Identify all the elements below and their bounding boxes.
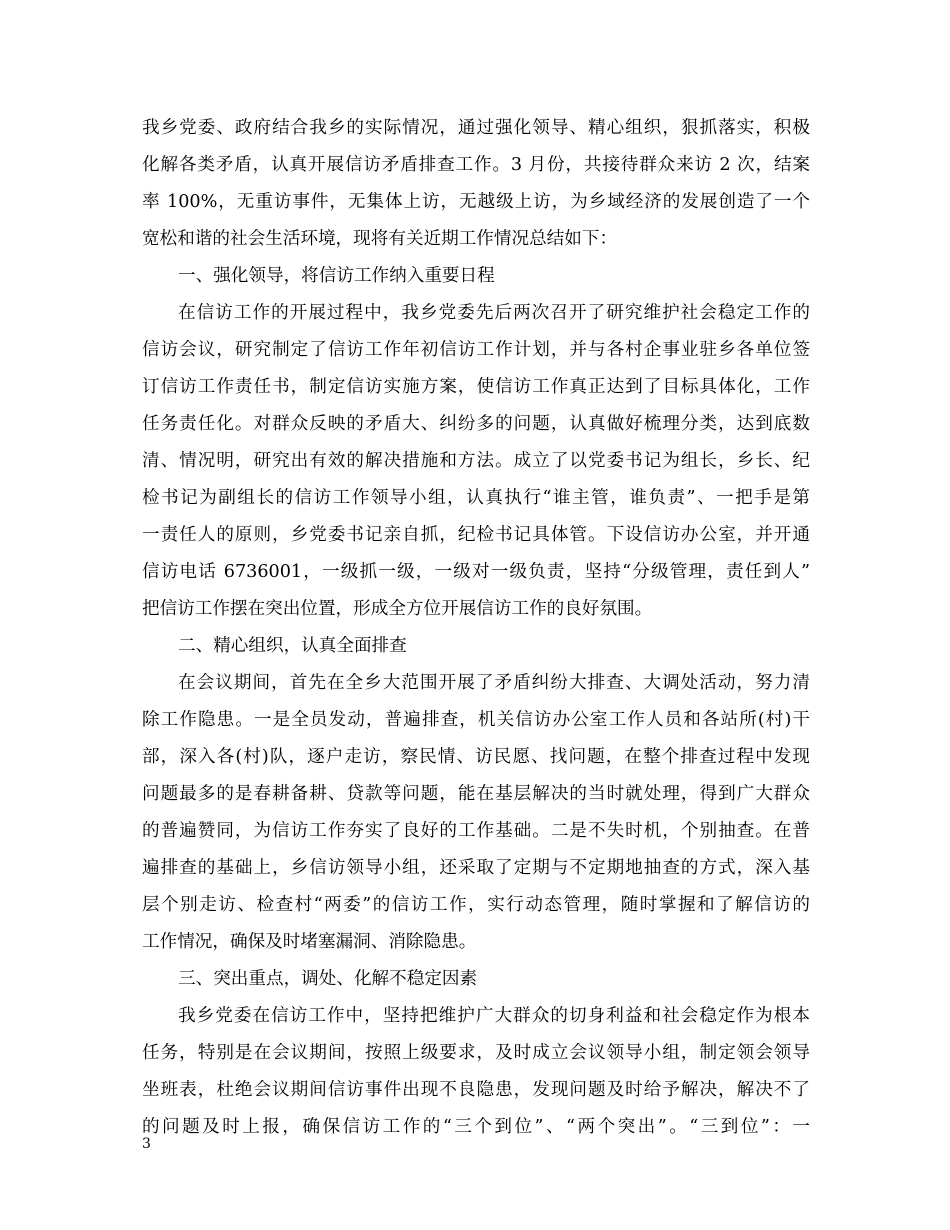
paragraph-line: 清、情况明，研究出有效的解决措施和方法。成立了以党委书记为组长，乡长、纪 [142,451,810,471]
paragraph-line: 一责任人的原则，乡党委书记亲自抓，纪检书记具体管。下设信访办公室，并开通 [142,525,810,545]
paragraph-line: 信访电话 6736001，一级抓一级，一级对一级负责，坚持“分级管理，责任到人” [142,562,810,582]
paragraph-line: 坐班表，杜绝会议期间信访事件出现不良隐患，发现问题及时给予解决，解决不了 [142,1080,810,1100]
paragraph-line: 检书记为副组长的信访工作领导小组，认真执行“谁主管，谁负责”、一把手是第 [142,488,810,508]
paragraph-line: 部，深入各(村)队，逐户走访，察民情、访民愿、找问题，在整个排查过程中发现 [142,747,810,767]
paragraph-line: 的问题及时上报，确保信访工作的“三个到位”、“两个突出”。“三到位”：一 [142,1117,810,1137]
page-number: 3 [142,1136,151,1152]
paragraph-line: 信访会议，研究制定了信访工作年初信访工作计划，并与各村企事业驻乡各单位签 [142,340,810,360]
paragraph-line: 在信访工作的开展过程中，我乡党委先后两次召开了研究维护社会稳定工作的 [178,303,810,323]
paragraph-line: 层个别走访、检查村“两委”的信访工作，实行动态管理，随时掌握和了解信访的 [142,895,810,915]
paragraph-line: 率 100%，无重访事件，无集体上访，无越级上访，为乡域经济的发展创造了一个 [142,192,810,212]
paragraph-line: 任务，特别是在会议期间，按照上级要求，及时成立会议领导小组，制定领会领导 [142,1043,810,1063]
paragraph-line: 任务责任化。对群众反映的矛盾大、纠纷多的问题，认真做好梳理分类，达到底数 [142,414,810,434]
section-heading: 二、精心组织，认真全面排查 [178,636,407,656]
paragraph-line: 我乡党委在信访工作中，坚持把维护广大群众的切身利益和社会稳定作为根本 [178,1006,810,1026]
body-text [142,110,810,1146]
paragraph-line: 我乡党委、政府结合我乡的实际情况，通过强化领导、精心组织，狠抓落实，积极 [142,118,810,138]
paragraph-line: 订信访工作责任书，制定信访实施方案，使信访工作真正达到了目标具体化，工作 [142,377,810,397]
paragraph-line: 工作情况，确保及时堵塞漏洞、消除隐患。 [142,932,477,952]
section-heading: 三、突出重点，调处、化解不稳定因素 [178,969,478,989]
paragraph-line: 遍排查的基础上，乡信访领导小组，还采取了定期与不定期地抽查的方式，深入基 [142,858,810,878]
paragraph-line: 化解各类矛盾，认真开展信访矛盾排查工作。3 月份，共接待群众来访 2 次，结案 [142,155,810,175]
paragraph-line: 把信访工作摆在突出位置，形成全方位开展信访工作的良好氛围。 [142,599,653,619]
paragraph-line: 在会议期间，首先在全乡大范围开展了矛盾纠纷大排查、大调处活动，努力清 [178,673,810,693]
paragraph-line: 除工作隐患。一是全员发动，普遍排查，机关信访办公室工作人员和各站所(村)干 [142,710,810,730]
paragraph-line: 问题最多的是春耕备耕、贷款等问题，能在基层解决的当时就处理，得到广大群众 [142,784,810,804]
paragraph-line: 的普遍赞同，为信访工作夯实了良好的工作基础。二是不失时机，个别抽查。在普 [142,821,810,841]
section-heading: 一、强化领导，将信访工作纳入重要日程 [178,266,495,286]
paragraph-line: 宽松和谐的社会生活环境，现将有关近期工作情况总结如下： [142,229,618,249]
